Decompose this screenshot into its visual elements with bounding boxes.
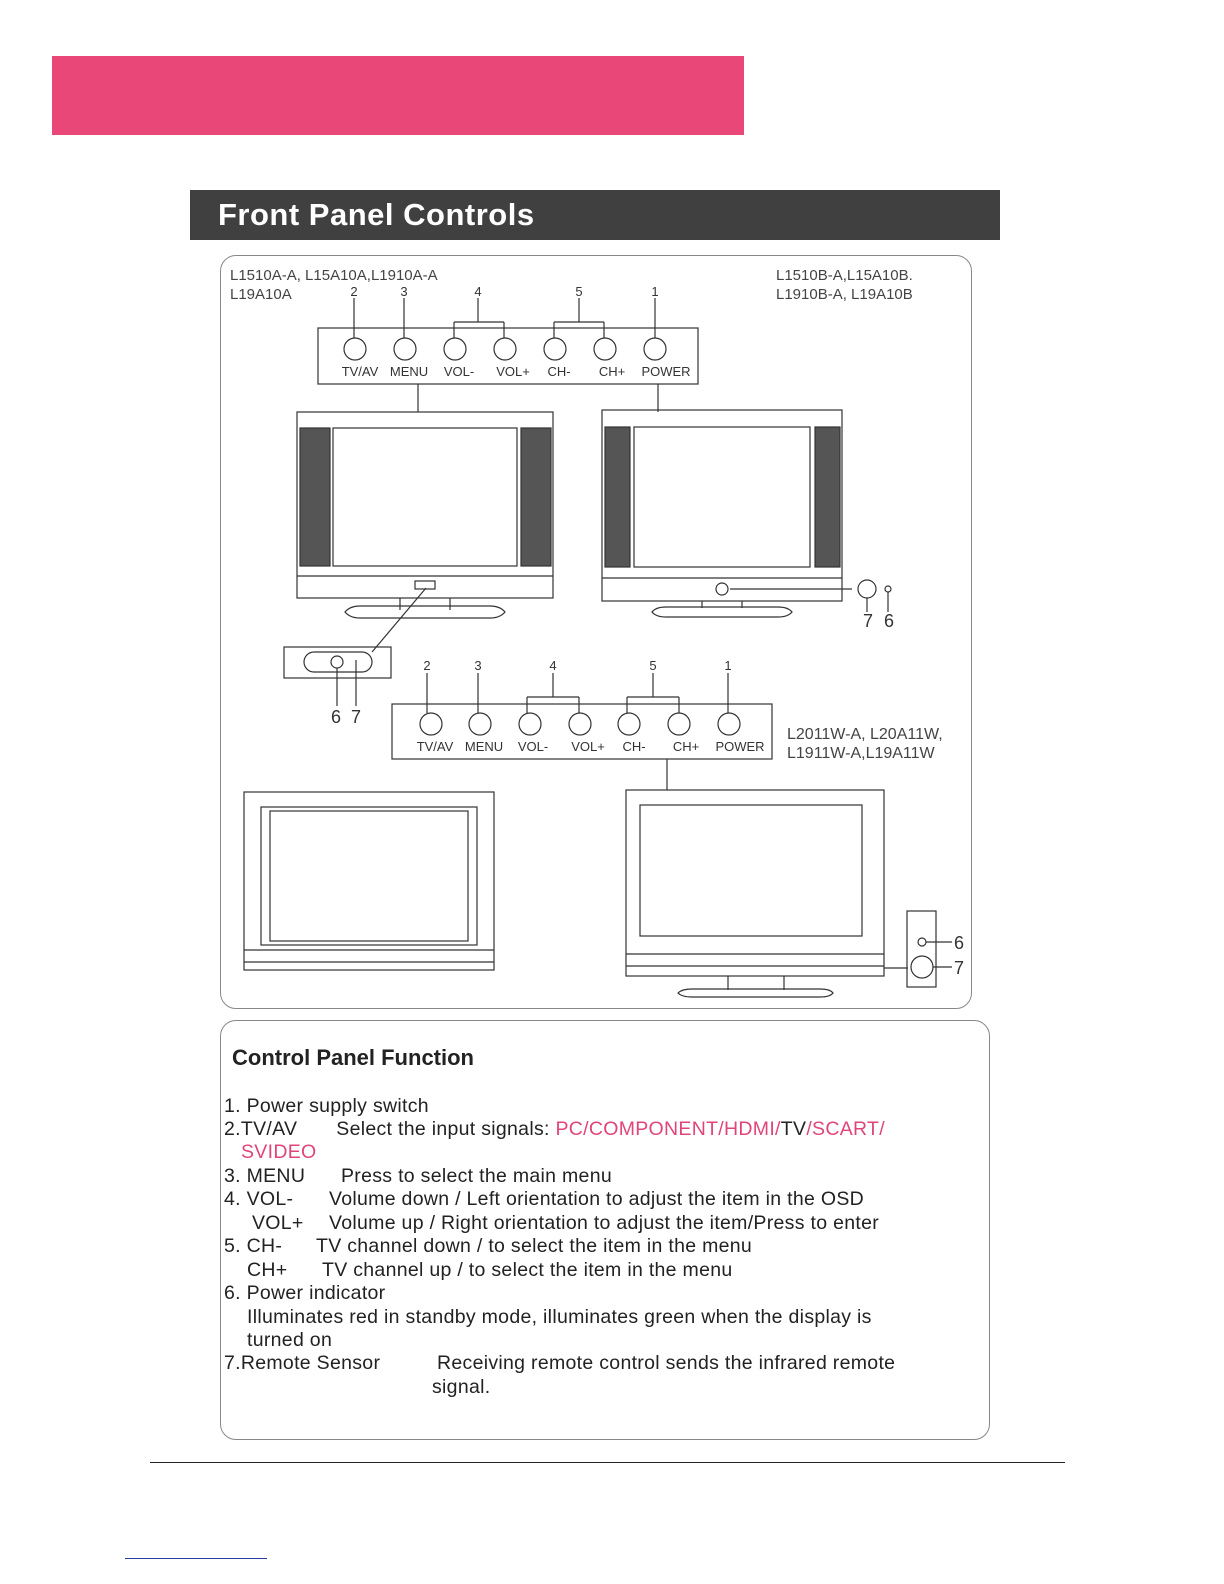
callout-number: 3 (474, 658, 482, 673)
signal-list: PC/COMPONENT/HDMI/ (555, 1118, 781, 1140)
power-button-icon (644, 338, 666, 360)
function-item-4-label: 4. VOL- (224, 1188, 294, 1210)
function-item-6-desc-cont: turned on (247, 1329, 333, 1351)
callout-number: 7 (862, 611, 874, 631)
callout-number: 4 (474, 284, 482, 299)
power-indicator-icon (885, 586, 891, 592)
function-item-1: 1. Power supply switch (224, 1095, 429, 1117)
vol-down-button-icon (444, 338, 466, 360)
model-line: L1910B-A, L19A10B (776, 286, 913, 303)
callout-number: 7 (953, 958, 965, 978)
button-label: CH+ (672, 739, 700, 754)
power-indicator-icon (918, 938, 926, 946)
model-line: L2011W-A, L20A11W, (787, 726, 943, 743)
power-button-icon (718, 713, 740, 735)
function-item-6-desc: Illuminates red in standby mode, illuminates green when the display is (247, 1306, 872, 1328)
function-item-4b-label: VOL+ (252, 1212, 304, 1234)
item-label: 2.TV/AV (224, 1118, 298, 1140)
function-item-6: 6. Power indicator (224, 1282, 386, 1304)
function-item-3-label: 3. MENU (224, 1165, 306, 1187)
signal-tv: TV (780, 1118, 807, 1140)
footer-link-underline (125, 1558, 267, 1559)
item-desc: Select the input signals: (336, 1118, 556, 1140)
function-item-4b-desc: Volume up / Right orientation to adjust the item/Press to enter (329, 1212, 880, 1234)
button-label: POWER (715, 739, 765, 754)
ch-down-button-icon (618, 713, 640, 735)
signal-svideo: SVIDEO (241, 1141, 317, 1163)
menu-button-icon (394, 338, 416, 360)
signal-scart: /SCART/ (806, 1118, 885, 1140)
callout-number: 1 (651, 284, 659, 299)
tv-bottom-left (244, 792, 494, 970)
function-item-2 (224, 1118, 885, 1141)
button-label: TV/AV (416, 739, 454, 754)
function-item-7-desc-cont: signal. (432, 1376, 491, 1398)
ch-down-button-icon (544, 338, 566, 360)
button-label: VOL+ (571, 739, 605, 754)
button-label: TV/AV (341, 364, 379, 379)
function-item-5b-label: CH+ (247, 1259, 288, 1281)
footer-divider (150, 1462, 1065, 1463)
callout-number: 7 (350, 707, 362, 727)
callout-number: 1 (724, 658, 732, 673)
callout-number: 6 (330, 707, 342, 727)
callout-number: 2 (350, 284, 358, 299)
strip-bottom-buttons (420, 713, 740, 735)
menu-button-icon (469, 713, 491, 735)
button-label: VOL- (517, 739, 549, 754)
function-title: Control Panel Function (232, 1045, 474, 1070)
function-item-3-desc: Press to select the main menu (341, 1165, 612, 1187)
callout-number: 3 (400, 284, 408, 299)
remote-sensor-icon (858, 580, 876, 598)
ch-up-button-icon (668, 713, 690, 735)
tvav-button-icon (344, 338, 366, 360)
button-label: CH- (622, 739, 646, 754)
button-label: CH+ (598, 364, 626, 379)
callout-number: 4 (549, 658, 557, 673)
vol-down-button-icon (519, 713, 541, 735)
vol-up-button-icon (494, 338, 516, 360)
callout-number: 5 (649, 658, 657, 673)
callout-number: 2 (423, 658, 431, 673)
tvav-button-icon (420, 713, 442, 735)
tv-top-right (602, 410, 852, 617)
ch-up-button-icon (594, 338, 616, 360)
model-line: L1510A-A, L15A10A,L1910A-A (230, 267, 438, 284)
function-item-7-label: 7.Remote Sensor (224, 1352, 381, 1374)
button-label: VOL- (443, 364, 475, 379)
callout-number: 6 (883, 611, 895, 631)
button-label: MENU (464, 739, 504, 754)
callout-number: 5 (575, 284, 583, 299)
button-label: VOL+ (496, 364, 530, 379)
tv-bottom-right (626, 790, 908, 997)
function-item-5b-desc: TV channel up / to select the item in the menu (322, 1259, 733, 1281)
button-label: POWER (641, 364, 691, 379)
function-item-7-desc: Receiving remote control sends the infrared remote (437, 1352, 896, 1374)
model-line: L19A10A (230, 286, 292, 303)
side-sensor-panel (907, 911, 936, 987)
remote-sensor-icon (911, 956, 933, 978)
function-item-4-desc: Volume down / Left orientation to adjust the item in the OSD (329, 1188, 865, 1210)
vol-up-button-icon (569, 713, 591, 735)
model-line: L1911W-A,L19A11W (787, 745, 935, 762)
tv-top-left (297, 412, 553, 618)
section-title: Front Panel Controls (190, 190, 1000, 240)
callout-number: 6 (953, 933, 965, 953)
strip-top-buttons (344, 338, 666, 360)
model-line: L1510B-A,L15A10B. (776, 267, 913, 284)
function-item-5-desc: TV channel down / to select the item in the menu (316, 1235, 753, 1257)
button-label: CH- (547, 364, 571, 379)
button-label: MENU (389, 364, 429, 379)
function-item-5-label: 5. CH- (224, 1235, 283, 1257)
